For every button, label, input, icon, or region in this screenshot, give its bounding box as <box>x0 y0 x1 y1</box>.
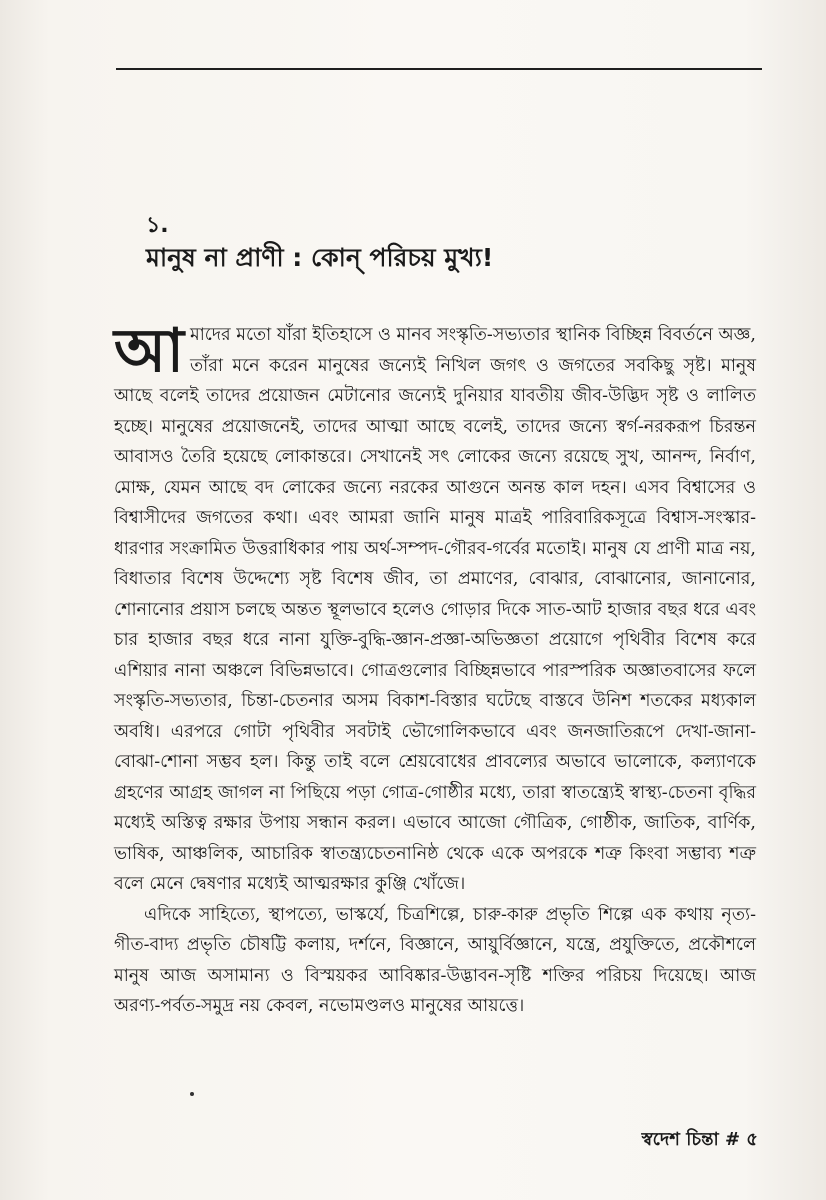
chapter-title: মানুষ না প্রাণী : কোন্ পরিচয় মুখ্য! <box>146 243 494 272</box>
drop-cap: আ <box>114 316 184 386</box>
ink-dot <box>190 1092 194 1096</box>
header-rule <box>116 68 762 70</box>
running-footer: স্বদেশ চিন্তা # ৫ <box>641 1129 758 1150</box>
chapter-number: ১. <box>146 213 169 238</box>
paragraph-1-text: মাদের মতো যাঁরা ইতিহাসে ও মানব সংস্কৃতি-সভ্যতার স্থানিক বিচ্ছিন্ন বিবর্তনে অজ্ঞ, তাঁরা মনে করেন মানুষের জন্যেই নিখিল জগৎ ও জগতের সবকিছু সৃষ্ট। মানুষ আছে বলেই তাদের প্রয়োজন মেটানোর জন্যেই দুনিয়ার যাবতীয় জীব-উদ্ভিদ সৃষ্ট ও লালিত হচ্ছে। মানুষের প্রয়োজনেই, তাদের আত্মা আছে বলেই, তাদের জন্যে স্বর্গ-নরকরূপ চিরন্তন আবাসও তৈরি হয়েছে লোকান্তরে। সেখানেই সৎ লোকের জন্যে রয়েছে সুখ, আনন্দ, নির্বাণ, মোক্ষ, যেমন আছে বদ লোকের জন্যে নরকের আগুনে অনন্ত কাল দহন। এসব বিশ্বাসের ও বিশ্বাসীদের জগতের কথা। এবং আমরা জানি মানুষ মাত্রই পারিবারিকসূত্রে বিশ্বাস-সংস্কার-ধারণার সংক্রামিত উত্তরাধিকার পায় অর্থ-সম্পদ-গৌরব-গর্বের মতোই। মানুষ যে প্রাণী মাত্র নয়, বিধাতার বিশেষ উদ্দেশ্যে সৃষ্ট বিশেষ জীব, তা প্রমাণের, বোঝার, বোঝানোর, জানানোর, শোনানোর প্রয়াস চলছে অন্তত স্থূলভাবে হলেও গোড়ার দিকে সাত-আট হাজার বছর ধরে এবং চার হাজার বছর ধরে নানা যুক্তি-বুদ্ধি-জ্ঞান-প্রজ্ঞা-অভিজ্ঞতা প্রয়োগে পৃথিবীর বিশেষ করে এশিয়ার নানা অঞ্চলে বিভিন্নভাবে। গোত্রগুলোর বিচ্ছিন্নভাবে পারস্পরিক অজ্ঞাতবাসের ফলে সংস্কৃতি-সভ্যতার, চিন্তা-চেতনার অসম বিকাশ-বিস্তার ঘটেছে বাস্তবে উনিশ শতকের মধ্যকাল অবধি। এরপরে গোটা পৃথিবীর সবটাই ভৌগোলিকভাবে এবং জনজাতিরূপে দেখা-জানা-বোঝা-শোনা সম্ভব হল। কিন্তু তাই বলে শ্রেয়বোধের প্রাবল্যের অভাবে ভালোকে, কল্যাণকে গ্রহণের আগ্রহ জাগল না পিছিয়ে পড়া গোত্র-গোষ্ঠীর মধ্যে, তারা স্বাতন্ত্র্যেই স্বাস্থ্য-চেতনা বৃদ্ধির মধ্যেই অস্তিত্ব রক্ষার উপায় সন্ধান করল। এভাবে আজো গৌত্রিক, গোষ্ঠীক, জাতিক, বার্ণিক, ভাষিক, আঞ্চলিক, আচারিক স্বাতন্ত্র্যচেতনানিষ্ঠ থেকে একে অপরকে শত্রু কিংবা সম্ভাব্য শত্রু বলে মেনে দ্বেষণার মধ্যেই আত্মরক্ষার কুঞ্জি খোঁজে। <box>114 325 756 894</box>
paragraph-1 <box>114 316 756 900</box>
paragraph-2: এদিকে সাহিত্যে, স্থাপত্যে, ভাস্কর্যে, চিত্রশিল্পে, চারু-কারু প্রভৃতি শিল্পে এক কথায় নৃত্য-গীত-বাদ্য প্রভৃতি চৌষট্টি কলায়, দর্শনে, বিজ্ঞানে, আয়ুর্বিজ্ঞানে, যন্ত্রে, প্রযুক্তিতে, প্রকৌশলে মানুষ আজ অসামান্য ও বিস্ময়কর আবিষ্কার-উদ্ভাবন-সৃষ্টি শক্তির পরিচয় দিয়েছে। আজ অরণ্য-পর্বত-সমুদ্র নয় কেবল, নভোমণ্ডলও মানুষের আয়ত্তে। <box>114 904 756 1016</box>
body-text <box>114 316 756 1022</box>
